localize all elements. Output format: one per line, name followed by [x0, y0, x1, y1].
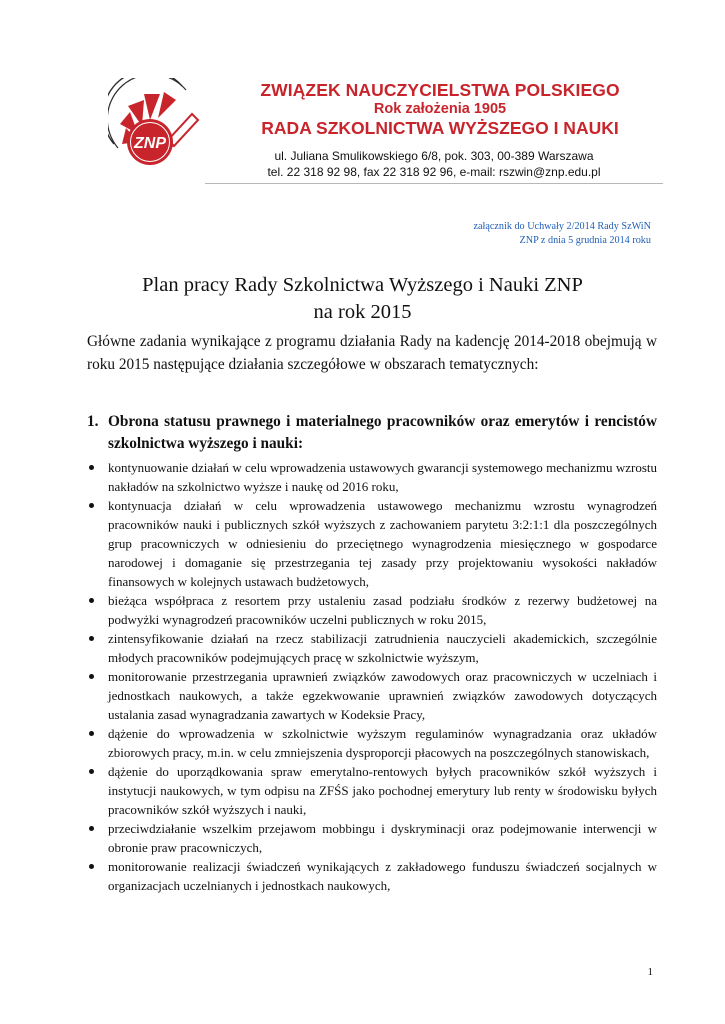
section-heading: [87, 411, 657, 455]
znp-logo-icon: [108, 78, 204, 174]
org-founded: Rok założenia 1905: [373, 101, 507, 117]
list-item: dążenie do uporządkowania spraw emerytalno-rentowych byłych pracowników szkół wyższych i instytucji naukowych, w tym odpisu na ZFŚS jako pochodnej emerytury lub renty w środowisku byłych pracowników szkół wyższych i nauki,: [87, 762, 657, 819]
intro-paragraph: Główne zadania wynikające z programu działania Rady na kadencję 2014-2018 obejmują w roku 2015 następujące działania szczegółowe w obszarach tematycznych:: [87, 333, 657, 373]
page-number: 1: [647, 966, 653, 978]
bullet-icon: [89, 864, 94, 869]
contact-info: tel. 22 318 92 98, fax 22 318 92 96, e-mail: rszwin@znp.edu.pl: [267, 165, 601, 179]
bullet-icon: [89, 636, 94, 641]
attachment-note-line2: ZNP z dnia 5 grudnia 2014 roku: [519, 235, 651, 246]
address-block: [205, 148, 663, 180]
title-line1: Plan pracy Rady Szkolnictwa Wyższego i Nauki ZNP: [142, 274, 583, 296]
bullet-icon: [89, 731, 94, 736]
list-item: monitorowanie realizacji świadczeń wynikających z zakładowego funduszu świadczeń socjalnych w organizacjach uczelnianych i jednostkach naukowych,: [87, 857, 657, 895]
title-line2: na rok 2015: [313, 301, 412, 323]
list-item: dążenie do wprowadzenia w szkolnictwie wyższym regulaminów wynagradzania oraz układów zbiorowych pracy, m.in. w celu zmniejszenia dysproporcji płacowych na poszczególnych stanowiskach,: [87, 724, 657, 762]
list-item: przeciwdziałanie wszelkim przejawom mobbingu i dyskryminacji oraz podejmowanie interwencji w obronie praw pracowniczych,: [87, 819, 657, 857]
attachment-note-line1: załącznik do Uchwały 2/2014 Rady SzWiN: [473, 221, 651, 232]
task-list: [87, 458, 657, 895]
list-item: zintensyfikowanie działań na rzecz stabilizacji zatrudnienia nauczycieli akademickich, szczególnie młodych pracowników podejmujących pracę w szkolnictwie wyższym,: [87, 629, 657, 667]
bullet-icon: [89, 503, 94, 508]
bullet-icon: [89, 769, 94, 774]
org-name: ZWIĄZEK NAUCZYCIELSTWA POLSKIEGO: [260, 80, 620, 100]
header-divider: [205, 183, 663, 184]
list-item: monitorowanie przestrzegania uprawnień związków zawodowych oraz pracowniczych w uczelniach i jednostkach naukowych, a także egzekwowanie uprawnień związków zawodowych dotyczących ustalania zasad wynagradzania zawartych w Kodeksie Pracy,: [87, 667, 657, 724]
list-item: kontynuowanie działań w celu wprowadzenia ustawowych gwarancji systemowego mechanizmu wzrostu nakładów na szkolnictwo wyższe i naukę od 2016 roku,: [87, 458, 657, 496]
list-item: bieżąca współpraca z resortem przy ustaleniu zasad podziału środków z rezerwy budżetowej na podwyżki wynagrodzeń pracowników uczelni publicznych w roku 2015,: [87, 591, 657, 629]
logo-text: ZNP: [134, 135, 166, 152]
list-item: kontynuacja działań w celu wprowadzenia ustawowego mechanizmu wzrostu wynagrodzeń pracowników nauki i publicznych szkół wyższych z zachowaniem parytetu 3:2:1:1 dla poszczególnych grup pracowniczych w odniesieniu do przeciętnego wynagrodzenia miesięcznego w gospodarce narodowej i domaganie się przestrzegania tej zasady przy projektowaniu wysokości nakładów finansowych w kolejnych ustawach budżetowych,: [87, 496, 657, 591]
attachment-note: [473, 220, 651, 248]
section-number: 1.: [87, 413, 99, 430]
bullet-icon: [89, 465, 94, 470]
bullet-icon: [89, 826, 94, 831]
bullet-icon: [89, 674, 94, 679]
bullet-icon: [89, 598, 94, 603]
council-name: RADA SZKOLNICTWA WYŻSZEGO I NAUKI: [261, 118, 619, 138]
document-title: [0, 272, 725, 326]
postal-address: ul. Juliana Smulikowskiego 6/8, pok. 303, 00-389 Warszawa: [274, 149, 594, 163]
organization-header: [205, 80, 675, 139]
section-title: Obrona statusu prawnego i materialnego pracowników oraz emerytów i rencistów szkolnictwa wyższego i nauki:: [108, 413, 657, 452]
